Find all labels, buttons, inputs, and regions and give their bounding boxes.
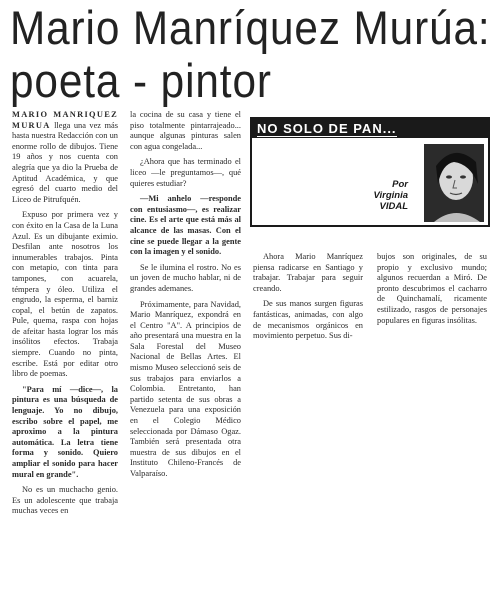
paragraph-quote: "Para mí —dice—, la pintura es una búsqueda de lenguaje. Yo no dibujo, escribo sobre el papel, me aproximo a la pintura automática. La letra tiene forma y sonido. Quiero ampliar el sonido para hacer mural en grande". [12, 384, 118, 479]
box-title: NO SOLO DE PAN... [252, 119, 488, 138]
column-2 [130, 110, 241, 485]
column-1 [12, 110, 118, 522]
artist-name-lead: MARIO MANRIQUEZ MURUA [12, 110, 118, 130]
paragraph-santiago: Ahora Mario Manríquez piensa radicarse en Santiago y trabajar. Trabajar para seguir creando. [253, 252, 363, 293]
paragraph-intro [12, 110, 118, 205]
column-4 [377, 252, 487, 331]
headline-line2: poeta - pintor [10, 54, 272, 107]
answer-lead: —Mi anhelo [140, 194, 192, 204]
intro-text: llega una vez más hasta nuestra Redacción con un enorme rollo de dibujos. Tiene 19 años y nos cuenta con alegría que ya dio la Prueba de Aptitud Académica, y que egresó del cuarto medio del Liceo de Pitrufquén. [12, 120, 118, 204]
paragraph-exhibitions: Próximamente, para Navidad, Mario Manríquez, expondrá en el Centro "A". A principios de año presentará una muestra en la Sala Forestal del Museo Nacional de Bellas Artes. El mismo Museo seleccionó seis de sus trabajos para enviarlos a Colombia. Entretanto, han partido setenta de sus obras a Venezuela para una exposición en el Colegio Médico seleccionada por Dámaso Ogaz. También será presentada otra muestra de sus dibujos en el Instituto Chileno-Francés de Valparaíso. [130, 299, 241, 478]
headline-line1: Mario Manríquez Murúa: [10, 1, 491, 54]
paragraph-adolescent: No es un muchacho genio. Es un adolescente que trabaja muchas veces en [12, 485, 118, 516]
author-portrait [424, 144, 484, 222]
paragraph-techniques: Expuso por primera vez y con éxito en la Casa de la Luna Azul. Es un dibujante eximio. Desfilan ante nosotros los innumerables trabajos. Pinta con metapio, con tinta para tampones, con acuarela, témpera y óleo. Utiliza el engrudo, la esperma, el barniz copal, el betún de zapatos. Pule, quema, raspa con hojas de afeitar hasta lograr los más insólitos efectos. Trabaja siempre. Cuando no pinta, escribe. Está por editar otro libro de poemas. [12, 210, 118, 379]
byline-prefix: Por [392, 179, 408, 190]
column-header-box [250, 117, 490, 227]
column-3 [253, 252, 363, 347]
paragraph-figures: De sus manos surgen figuras fantásticas, animadas, con algo de mecanismos orgánicos en movimiento perpetuo. Sus di- [253, 299, 363, 341]
paragraph-question: ¿Ahora que has terminado el liceo —le preguntamos—, qué quieres estudiar? [130, 157, 241, 188]
paragraph-face: Se le ilumina el rostro. No es un joven de mucho hablar, ni de grandes ademanes. [130, 262, 241, 293]
paragraph-kitchen: la cocina de su casa y tiene el piso totalmente pintarrajeado... aunque algunas pinturas salen con agua congelada... [130, 110, 241, 151]
paragraph-drawings: bujos son originales, de su propio y exclusivo mundo; algunos recuerdan a Miró. De pronto descubrimos el cacharro de Quinchamalí, ricamente estilizado, rasgos de personajes populares en figuras insólitas. [377, 252, 487, 325]
byline-name: Virginia VIDAL [373, 190, 408, 212]
answer-rest: —responde con entusiasmo—, es realizar cine. Es el arte que está más al alcance de las masas. Con el cine se puede llegar a la gente con la imagen y el sonido. [130, 194, 242, 257]
byline [348, 179, 408, 212]
